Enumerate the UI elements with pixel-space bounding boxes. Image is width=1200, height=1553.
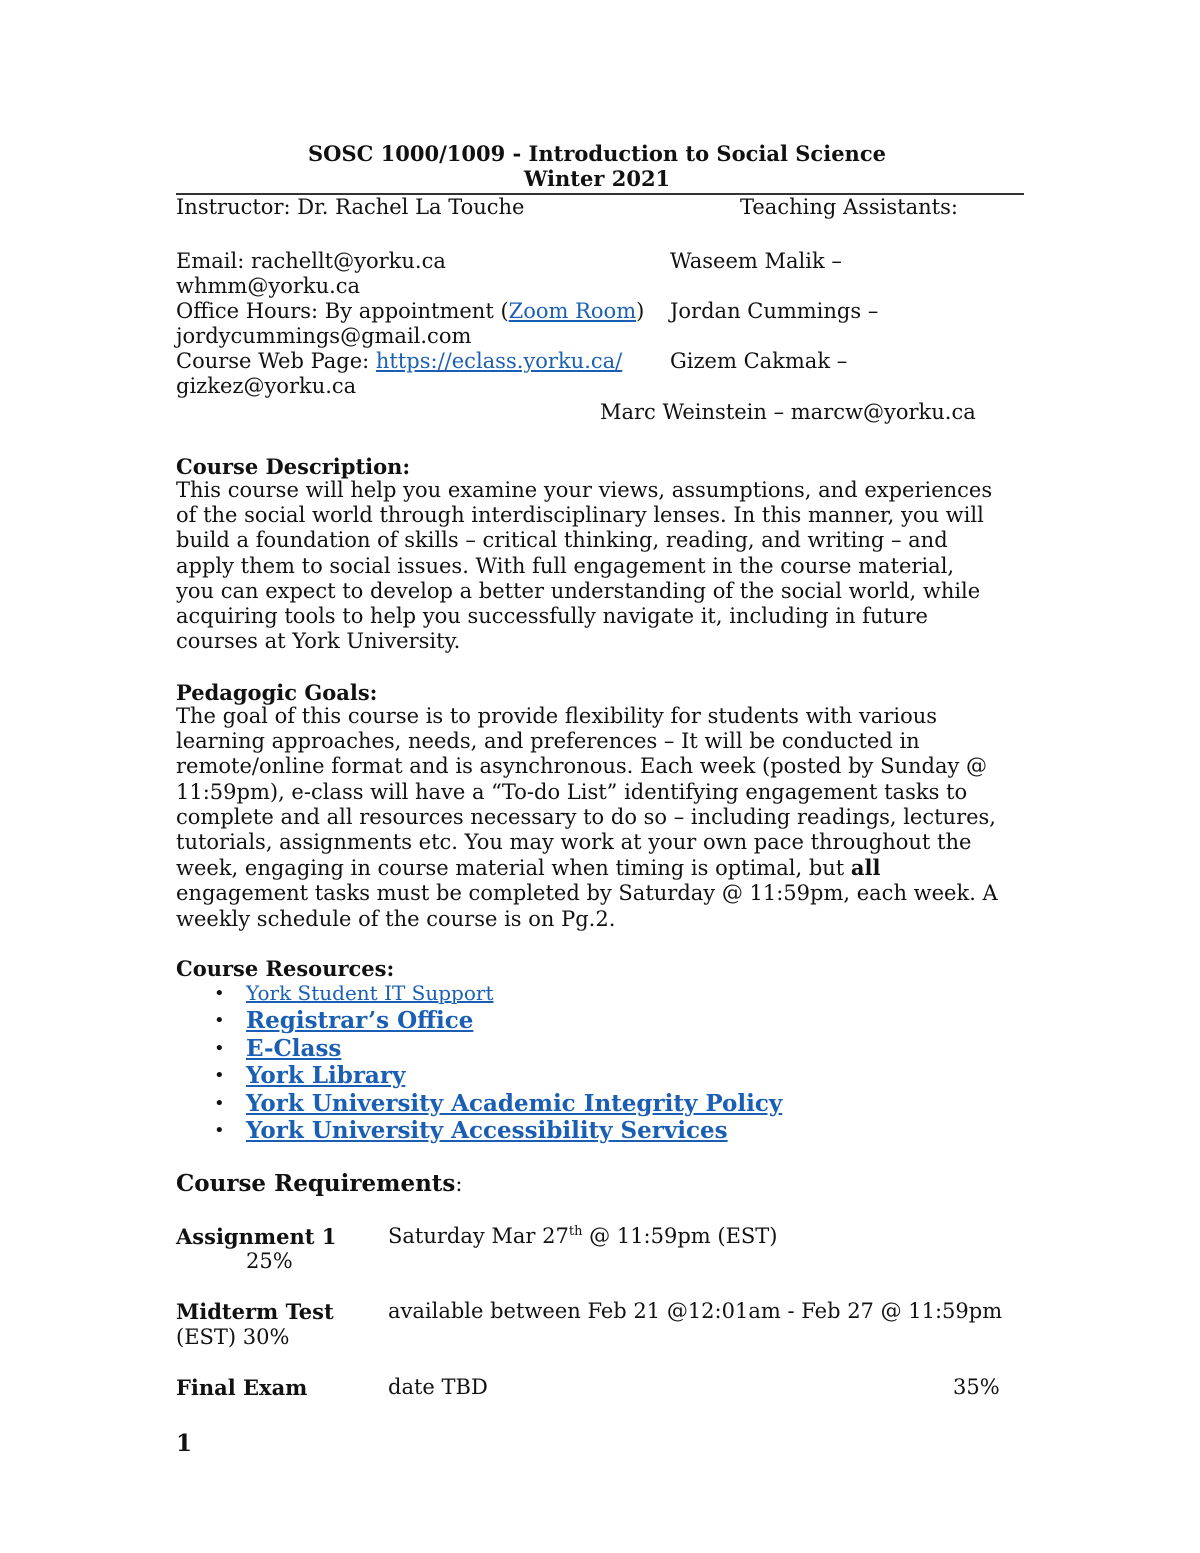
- zoom-room-link[interactable]: Zoom Room: [508, 299, 637, 323]
- description-line: you can expect to develop a better understanding of the social world, while: [176, 578, 981, 603]
- assignment1-date-post: @ 11:59pm (EST): [582, 1224, 778, 1248]
- office-hours-line: [176, 299, 644, 323]
- assignment1-date: [388, 1224, 778, 1248]
- description-heading: Course Description:: [176, 454, 411, 479]
- final-exam-date: date TBD: [388, 1375, 488, 1399]
- list-item: [176, 1062, 876, 1089]
- list-item: [176, 1007, 876, 1034]
- registrar-link[interactable]: Registrar’s Office: [246, 1007, 474, 1035]
- goals-line7-bold: all: [850, 855, 881, 881]
- requirements-heading-line: [176, 1170, 462, 1197]
- resources-list: [176, 980, 876, 1144]
- goals-line: weekly schedule of the course is on Pg.2.: [176, 906, 616, 931]
- ta2-email: jordycummings@gmail.com: [176, 324, 472, 348]
- web-page-line: [176, 349, 622, 373]
- library-link[interactable]: York Library: [246, 1062, 406, 1090]
- it-support-link[interactable]: York Student IT Support: [246, 981, 494, 1005]
- description-line: This course will help you examine your views, assumptions, and experiences: [176, 478, 993, 502]
- resources-heading: Course Resources:: [176, 956, 395, 981]
- eclass-resource-link[interactable]: E-Class: [246, 1034, 342, 1062]
- instructor-line: Instructor: Dr. Rachel La Touche: [176, 195, 525, 219]
- course-title: SOSC 1000/1009 - Introduction to Social Science: [308, 141, 886, 166]
- bullet-icon: •: [214, 1119, 225, 1141]
- goals-line: tutorials, assignments etc. You may work at your own pace throughout the: [176, 830, 972, 855]
- email-label: Email:: [176, 249, 251, 273]
- final-exam-label: Final Exam: [176, 1375, 308, 1400]
- goals-heading: Pedagogic Goals:: [176, 680, 378, 705]
- description-line: acquiring tools to help you successfully navigate it, including in future: [176, 604, 928, 629]
- eclass-link[interactable]: https://eclass.yorku.ca/: [375, 349, 623, 373]
- bullet-icon: •: [214, 1010, 225, 1032]
- goals-line: The goal of this course is to provide flexibility for students with various: [176, 704, 938, 728]
- final-exam-weight: 35%: [953, 1375, 1000, 1399]
- assignment1-label: Assignment 1: [176, 1224, 337, 1249]
- accessibility-link[interactable]: York University Accessibility Services: [246, 1116, 728, 1144]
- description-line: courses at York University.: [176, 629, 461, 654]
- list-item: [176, 1035, 876, 1062]
- term-title: Winter 2021: [523, 166, 671, 191]
- list-item: [176, 980, 876, 1007]
- ta1-email: whmm@yorku.ca: [176, 274, 361, 298]
- goals-body: [176, 704, 1036, 932]
- assignment1-date-pre: Saturday Mar 27: [388, 1224, 569, 1248]
- ta2-name: Jordan Cummings –: [670, 299, 879, 323]
- midterm-label: Midterm Test: [176, 1299, 334, 1324]
- bullet-icon: •: [214, 1092, 225, 1114]
- web-page-label: Course Web Page:: [176, 349, 376, 373]
- ta1-name: Waseem Malik –: [670, 249, 842, 273]
- instructor-email: rachellt@yorku.ca: [250, 249, 446, 273]
- list-item: [176, 1117, 876, 1144]
- midterm-text-2: (EST) 30%: [176, 1325, 290, 1349]
- bullet-icon: •: [214, 1037, 225, 1059]
- ta3-name: Gizem Cakmak –: [670, 349, 848, 373]
- requirements-heading: Course Requirements: [176, 1170, 456, 1197]
- goals-line: remote/online format and is asynchronous. Each week (posted by Sunday @: [176, 754, 988, 779]
- goals-line: 11:59pm), e-class will have a “To-do List” identifying engagement tasks to: [176, 779, 968, 804]
- description-body: [176, 478, 1036, 654]
- bullet-icon: •: [214, 1065, 225, 1087]
- ta4-line: Marc Weinstein – marcw@yorku.ca: [600, 400, 976, 424]
- requirements-colon: :: [455, 1172, 463, 1196]
- goals-line: learning approaches, needs, and preferences – It will be conducted in: [176, 729, 920, 754]
- academic-integrity-link[interactable]: York University Academic Integrity Policy: [246, 1089, 783, 1117]
- office-hours-label: Office Hours: By appointment (: [176, 299, 509, 323]
- midterm-text: available between Feb 21 @12:01am - Feb 27 @ 11:59pm: [388, 1299, 1003, 1323]
- description-line: of the social world through interdisciplinary lenses. In this manner, you will: [176, 503, 984, 528]
- ta-heading: Teaching Assistants:: [740, 195, 958, 219]
- ta3-email: gizkez@yorku.ca: [176, 374, 357, 398]
- goals-line: engagement tasks must be completed by Saturday @ 11:59pm, each week. A: [176, 881, 998, 906]
- description-line: apply them to social issues. With full engagement in the course material,: [176, 553, 955, 578]
- bullet-icon: •: [214, 983, 225, 1004]
- list-item: [176, 1090, 876, 1117]
- office-hours-close: ): [636, 299, 645, 323]
- assignment1-weight: 25%: [246, 1249, 293, 1273]
- goals-line7-text: week, engaging in course material when timing is optimal, but: [176, 856, 851, 881]
- goals-line: [176, 855, 1036, 881]
- email-line: [176, 249, 446, 273]
- goals-line: complete and all resources necessary to do so – including readings, lectures,: [176, 804, 996, 829]
- page-number: 1: [176, 1430, 193, 1457]
- assignment1-date-sup: th: [568, 1224, 583, 1239]
- description-line: build a foundation of skills – critical thinking, reading, and writing – and: [176, 528, 948, 553]
